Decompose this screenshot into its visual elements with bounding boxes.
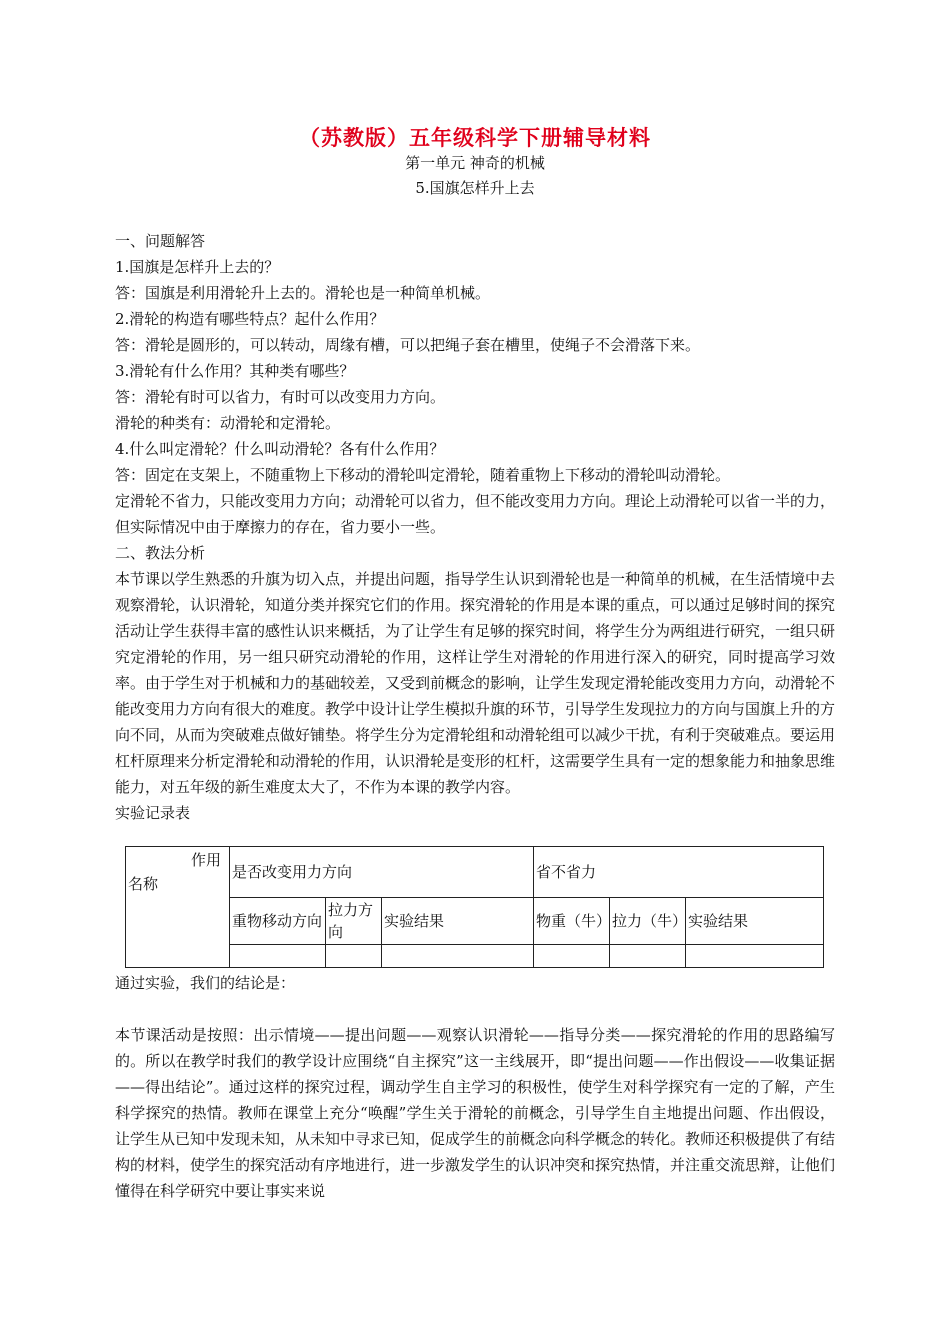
qa-line: 4.什么叫定滑轮？什么叫动滑轮？各有什么作用？	[115, 440, 445, 458]
corner-label-name: 名称	[128, 875, 159, 893]
qa-line: 3.滑轮有什么作用？其种类有哪些？	[115, 362, 355, 380]
document-title: （苏教版）五年级科学下册辅导材料	[299, 126, 651, 150]
blank-space	[115, 996, 835, 1022]
table-cell[interactable]	[326, 945, 382, 968]
col-header-result: 实验结果	[382, 898, 534, 945]
qa-line: 答：国旗是利用滑轮升上去的。滑轮也是一种简单机械。	[115, 284, 491, 302]
col-header-pull-force: 拉力（牛）	[610, 898, 686, 945]
experiment-record-table	[125, 846, 824, 968]
corner-label-function: 作用	[190, 851, 221, 869]
qa-line: 答：固定在支架上，不随重物上下移动的滑轮叫定滑轮，随着重物上下移动的滑轮叫动滑轮。	[115, 466, 731, 484]
table-cell[interactable]	[230, 945, 326, 968]
section2-heading: 二、教法分析	[115, 544, 206, 562]
table-cell[interactable]	[686, 945, 824, 968]
col-header-pull-direction: 拉力方向	[326, 898, 382, 945]
group-header-force: 省不省力	[534, 847, 824, 898]
document-body	[115, 228, 835, 1204]
group-header-direction: 是否改变用力方向	[230, 847, 534, 898]
table-cell[interactable]	[534, 945, 610, 968]
col-header-result-2: 实验结果	[686, 898, 824, 945]
table-cell[interactable]	[610, 945, 686, 968]
table-caption: 实验记录表	[115, 804, 191, 822]
qa-line: 答：滑轮有时可以省力，有时可以改变用力方向。	[115, 388, 446, 406]
lesson-subtitle: 5.国旗怎样升上去	[415, 179, 535, 197]
col-header-object-direction: 重物移动方向	[230, 898, 326, 945]
conclusion-line: 通过实验，我们的结论是：	[115, 974, 296, 992]
qa-line: 滑轮的种类有：动滑轮和定滑轮。	[115, 414, 341, 432]
qa-line: 1.国旗是怎样升上去的？	[115, 258, 280, 276]
col-header-weight: 物重（牛）	[534, 898, 610, 945]
qa-line: 2.滑轮的构造有哪些特点？起什么作用？	[115, 310, 385, 328]
teaching-analysis-paragraph: 本节课以学生熟悉的升旗为切入点，并提出问题，指导学生认识到滑轮也是一种简单的机械，在生活情境中去观察滑轮，认识滑轮，知道分类并探究它们的作用。探究滑轮的作用是本课的重点，可以通过足够时间的探究活动让学生获得丰富的感性认识来概括，为了让学生有足够的探究时间，将学生分为两组进行研究，一组只研究定滑轮的作用，另一组只研究动滑轮的作用，这样让学生对滑轮的作用进行深入的研究，同时提高学习效率。由于学生对于机械和力的基础较差，又受到前概念的影响，让学生发现定滑轮能改变用力方向，动滑轮不能改变用力方向有很大的难度。教学中设计让学生模拟升旗的环节，引导学生发现拉力的方向与国旗上升的方向不同，从而为突破难点做好铺垫。将学生分为定滑轮组和动滑轮组可以减少干扰，有利于突破难点。要运用杠杆原理来分析定滑轮和动滑轮的作用，认识滑轮是变形的杠杆，这需要学生具有一定的想象能力和抽象思维能力，对五年级的新生难度太大了，不作为本课的教学内容。	[115, 570, 836, 796]
table-corner-cell	[126, 847, 230, 968]
section1-heading: 一、问题解答	[115, 232, 206, 250]
table-cell[interactable]	[382, 945, 534, 968]
unit-subtitle: 第一单元 神奇的机械	[405, 154, 545, 172]
closing-paragraph: 本节课活动是按照：出示情境——提出问题——观察认识滑轮——指导分类——探究滑轮的作用的思路编写的。所以在教学时我们的教学设计应围绕“自主探究”这一主线展开，即“提出问题——作出假设——收集证据——得出结论”。通过这样的探究过程，调动学生自主学习的积极性，使学生对科学探究有一定的了解，产生科学探究的热情。教师在课堂上充分“唤醒”学生关于滑轮的前概念，引导学生自主地提出问题、作出假设，让学生从已知中发现未知，从未知中寻求已知，促成学生的前概念向科学概念的转化。教师还积极提供了有结构的材料，使学生的探究活动有序地进行，进一步激发学生的认识冲突和探究热情，并注重交流思辩，让他们懂得在科学研究中要让事实来说	[115, 1026, 836, 1200]
qa-line: 答：滑轮是圆形的，可以转动，周缘有槽，可以把绳子套在槽里，使绳子不会滑落下来。	[115, 336, 701, 354]
qa-line: 定滑轮不省力，只能改变用力方向；动滑轮可以省力，但不能改变用力方向。理论上动滑轮可以省一半的力，但实际情况中由于摩擦力的存在，省力要小一些。	[115, 492, 836, 536]
